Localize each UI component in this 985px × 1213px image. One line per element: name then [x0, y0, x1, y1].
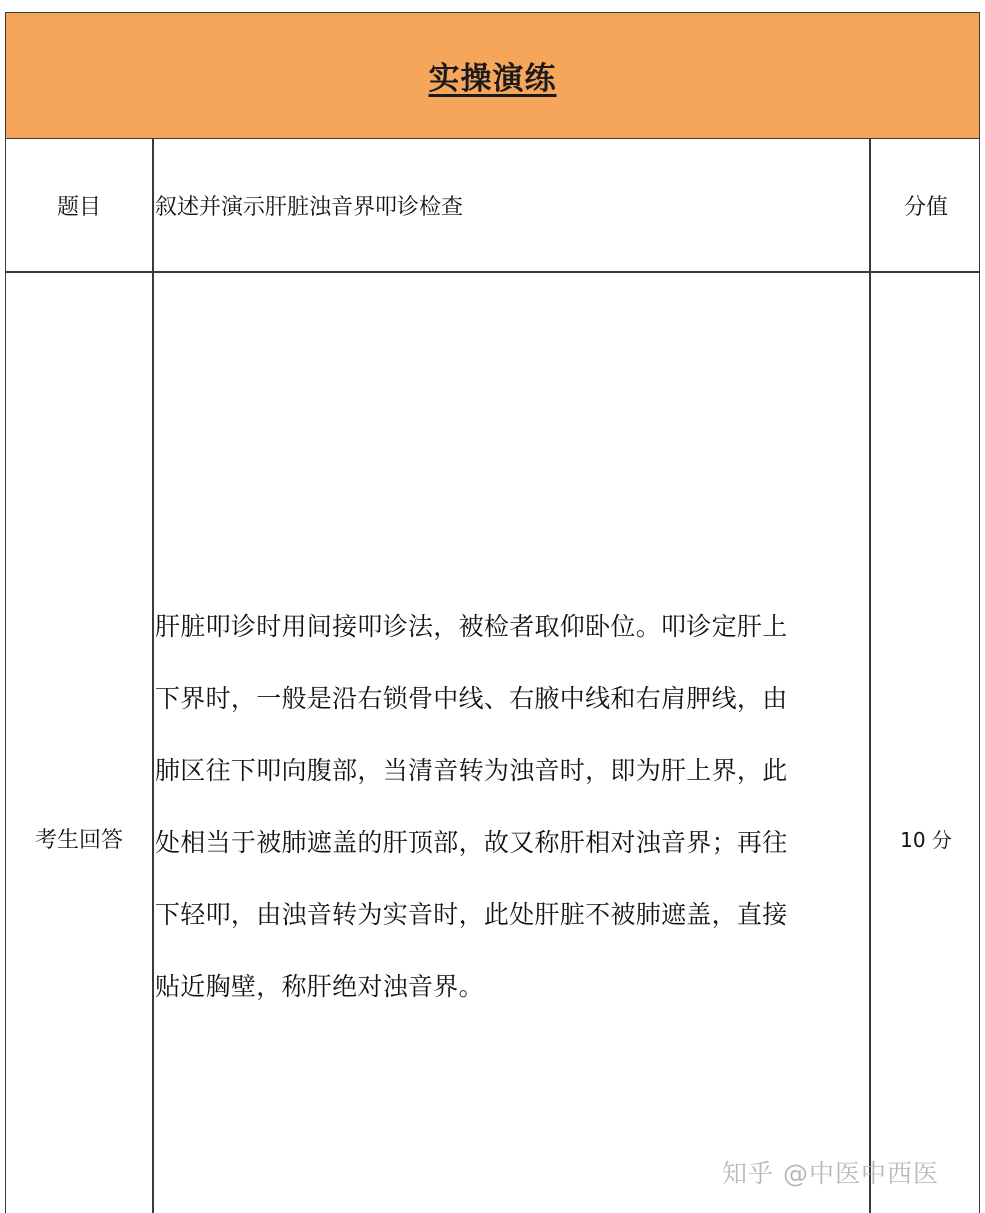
- score-value: 10 分: [900, 827, 952, 852]
- answer-line: 处相当于被肺遮盖的肝顶部，故又称肝相对浊音界；再往: [155, 828, 788, 857]
- answer-line: 下界时，一般是沿右锁骨中线、右腋中线和右肩胛线，由: [155, 684, 788, 713]
- score-header: 分值: [903, 195, 948, 220]
- answer-line: 贴近胸壁，称肝绝对浊音界。: [155, 972, 484, 1001]
- answer-line: 肝脏叩诊时用间接叩诊法，被检者取仰卧位。叩诊定肝上: [155, 612, 788, 641]
- answer-line: 下轻叩，由浊音转为实音时，此处肝脏不被肺遮盖，直接: [155, 900, 788, 929]
- answer-text: [154, 591, 869, 1023]
- question-label: 题目: [56, 195, 101, 220]
- answer-label: 考生回答: [34, 827, 123, 853]
- practice-table: [5, 12, 980, 1213]
- question-text: 叙述并演示肝脏浊音界叩诊检查: [155, 195, 464, 220]
- answer-line: 肺区往下叩向腹部，当清音转为浊音时，即为肝上界，此: [155, 756, 788, 785]
- watermark: 知乎 @中医中西医: [722, 1159, 939, 1188]
- table-header: [6, 13, 979, 139]
- page-title: 实操演练: [428, 61, 557, 97]
